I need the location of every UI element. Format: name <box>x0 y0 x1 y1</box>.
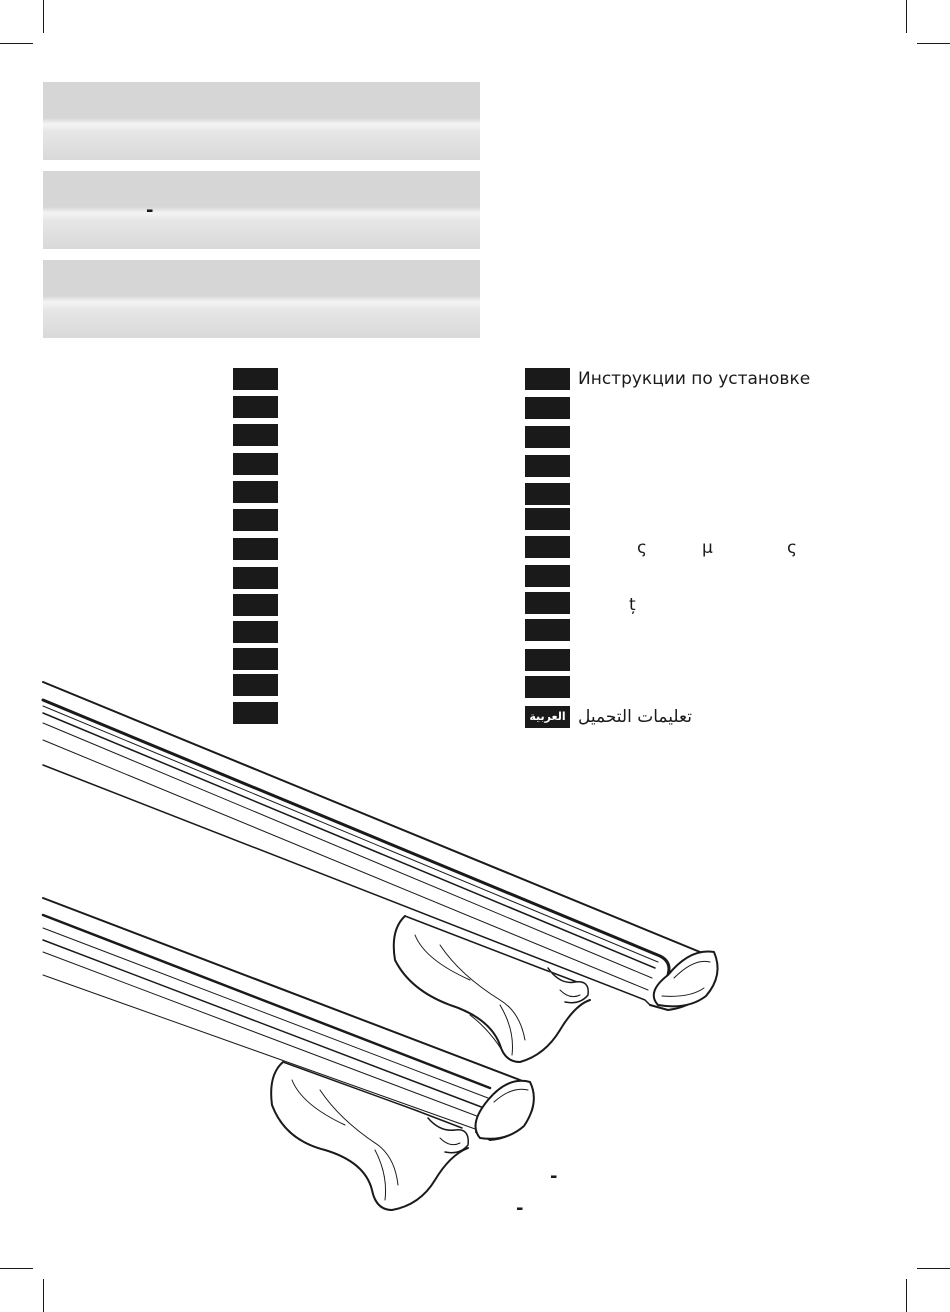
language-code-badge <box>233 453 278 475</box>
language-code-badge <box>233 594 278 616</box>
language-row <box>233 453 533 475</box>
language-code-badge <box>233 368 278 390</box>
greek-fragment: ς <box>787 538 797 558</box>
crop-mark <box>0 43 33 44</box>
bottom-dash: - <box>516 1198 524 1219</box>
language-row <box>525 565 825 587</box>
language-code-badge <box>233 538 278 560</box>
language-code-badge <box>525 592 570 614</box>
language-row <box>233 567 533 589</box>
roof-rack-crossbars-icon <box>0 660 760 1220</box>
crop-mark <box>0 1268 33 1269</box>
header-bar-2 <box>43 171 480 249</box>
language-code-badge <box>525 536 570 558</box>
language-code-badge <box>525 397 570 419</box>
language-code-badge <box>233 621 278 643</box>
language-row <box>233 621 533 643</box>
greek-fragment: μ <box>702 538 713 558</box>
language-label: Инструкции по установке <box>578 369 811 389</box>
language-code-badge <box>525 426 570 448</box>
language-code-badge <box>525 508 570 530</box>
language-row <box>525 619 825 641</box>
language-code-badge <box>233 509 278 531</box>
language-row <box>233 481 533 503</box>
crop-mark <box>917 43 950 44</box>
language-row <box>233 424 533 446</box>
language-row <box>525 426 825 448</box>
greek-fragment: ς <box>637 538 647 558</box>
language-row <box>525 455 825 477</box>
romanian-fragment: ț <box>629 595 636 615</box>
language-code-badge <box>525 565 570 587</box>
language-row <box>233 368 533 390</box>
header-dash: - <box>146 200 154 221</box>
language-row <box>233 509 533 531</box>
language-label: تعليمات التحميل <box>578 707 692 727</box>
language-code-badge <box>233 567 278 589</box>
language-code-badge: العربية <box>525 706 570 728</box>
language-code-badge <box>525 483 570 505</box>
crop-mark <box>43 0 44 33</box>
crop-mark <box>906 0 907 33</box>
language-row <box>233 594 533 616</box>
language-code-badge <box>525 619 570 641</box>
language-row <box>525 592 825 614</box>
language-row <box>525 483 825 505</box>
bottom-dash: - <box>550 1166 558 1187</box>
crop-mark <box>906 1279 907 1312</box>
language-row <box>525 397 825 419</box>
language-code-badge <box>525 368 570 390</box>
crop-mark <box>917 1268 950 1269</box>
language-row <box>233 396 533 418</box>
header-bar-1 <box>43 82 480 160</box>
language-code-badge <box>233 424 278 446</box>
language-row <box>525 536 825 558</box>
language-row <box>525 368 825 390</box>
language-row <box>233 538 533 560</box>
crop-mark <box>43 1279 44 1312</box>
language-code-badge <box>525 455 570 477</box>
language-row <box>525 508 825 530</box>
header-bar-3 <box>43 260 480 338</box>
language-code-badge <box>233 396 278 418</box>
language-code-badge <box>233 481 278 503</box>
